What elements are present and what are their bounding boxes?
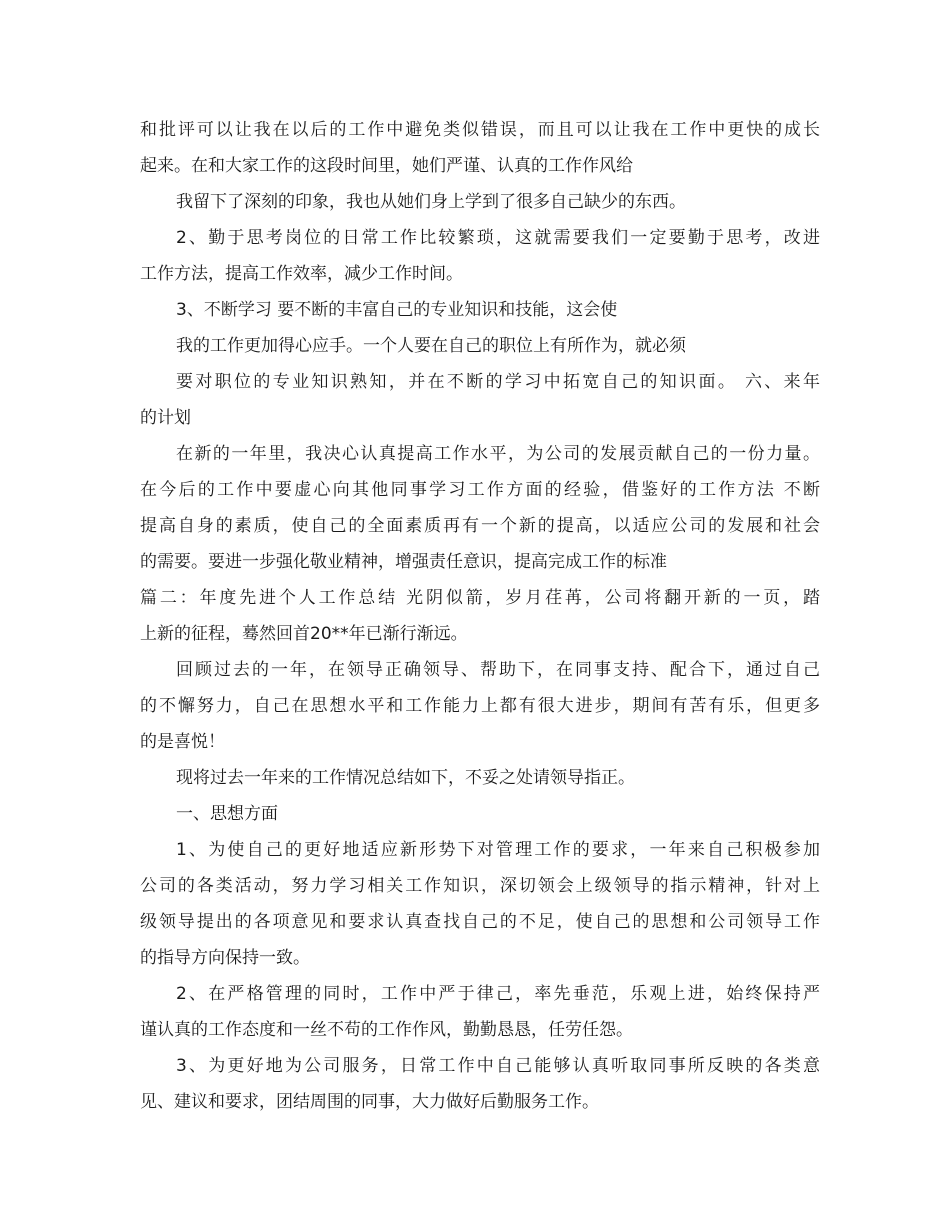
text-line: 的需要。要进一步强化敬业精神，增强责任意识，提高完成工作的标准 bbox=[140, 552, 667, 572]
text-line: 3、不断学习 要不断的丰富自己的专业知识和技能，这会使 bbox=[176, 300, 618, 320]
text-line: 我的工作更加得心应手。一个人要在自己的职位上有所作为，就必须 bbox=[176, 336, 686, 356]
text-line: 的是喜悦！ bbox=[140, 732, 225, 752]
text-line: 起来。在和大家工作的这段时间里，她们严谨、认真的工作作风给 bbox=[140, 156, 633, 176]
text-line: 提高自身的素质，使自己的全面素质再有一个新的提高，以适应公司的发展和社会 bbox=[140, 516, 820, 536]
text-line: 上新的征程，蓦然回首20**年已渐行渐远。 bbox=[140, 624, 468, 644]
text-line: 工作方法，提高工作效率，减少工作时间。 bbox=[140, 264, 463, 284]
text-line: 公司的各类活动，努力学习相关工作知识，深切领会上级领导的指示精神，针对上 bbox=[140, 876, 820, 896]
text-line: 的计划 bbox=[140, 408, 191, 428]
text-line: 在新的一年里，我决心认真提高工作水平，为公司的发展贡献自己的一份力量。 bbox=[176, 444, 820, 464]
text-line: 要对职位的专业知识熟知，并在不断的学习中拓宽自己的知识面。 六、来年 bbox=[176, 372, 820, 392]
subheading: 一、思想方面 bbox=[176, 804, 278, 824]
text-line: 2、在严格管理的同时，工作中严于律己，率先垂范，乐观上进，始终保持严 bbox=[176, 984, 820, 1004]
text-line: 3、为更好地为公司服务，日常工作中自己能够认真听取同事所反映的各类意 bbox=[176, 1056, 820, 1076]
text-line: 2、勤于思考岗位的日常工作比较繁琐，这就需要我们一定要勤于思考，改进 bbox=[176, 228, 820, 248]
section-heading: 篇二：年度先进个人工作总结 光阴似箭，岁月荏苒，公司将翻开新的一页，踏 bbox=[140, 588, 820, 608]
text-line: 和批评可以让我在以后的工作中避免类似错误，而且可以让我在工作中更快的成长 bbox=[140, 120, 820, 140]
text-line: 级领导提出的各项意见和要求认真查找自己的不足，使自己的思想和公司领导工作 bbox=[140, 912, 820, 932]
text-line: 回顾过去的一年，在领导正确领导、帮助下，在同事支持、配合下，通过自己 bbox=[176, 660, 820, 680]
text-line: 的指导方向保持一致。 bbox=[140, 948, 310, 968]
text-line: 1、为使自己的更好地适应新形势下对管理工作的要求，一年来自己积极参加 bbox=[176, 840, 820, 860]
text-line: 现将过去一年来的工作情况总结如下，不妥之处请领导指正。 bbox=[176, 768, 635, 788]
text-line: 见、建议和要求，团结周围的同事，大力做好后勤服务工作。 bbox=[140, 1092, 599, 1112]
text-line: 我留下了深刻的印象，我也从她们身上学到了很多自己缺少的东西。 bbox=[176, 192, 686, 212]
text-line: 在今后的工作中要虚心向其他同事学习工作方面的经验，借鉴好的工作方法 不断 bbox=[140, 480, 820, 500]
text-line: 的不懈努力，自己在思想水平和工作能力上都有很大进步，期间有苦有乐，但更多 bbox=[140, 696, 820, 716]
text-line: 谨认真的工作态度和一丝不苟的工作作风，勤勤恳恳，任劳任怨。 bbox=[140, 1020, 633, 1040]
